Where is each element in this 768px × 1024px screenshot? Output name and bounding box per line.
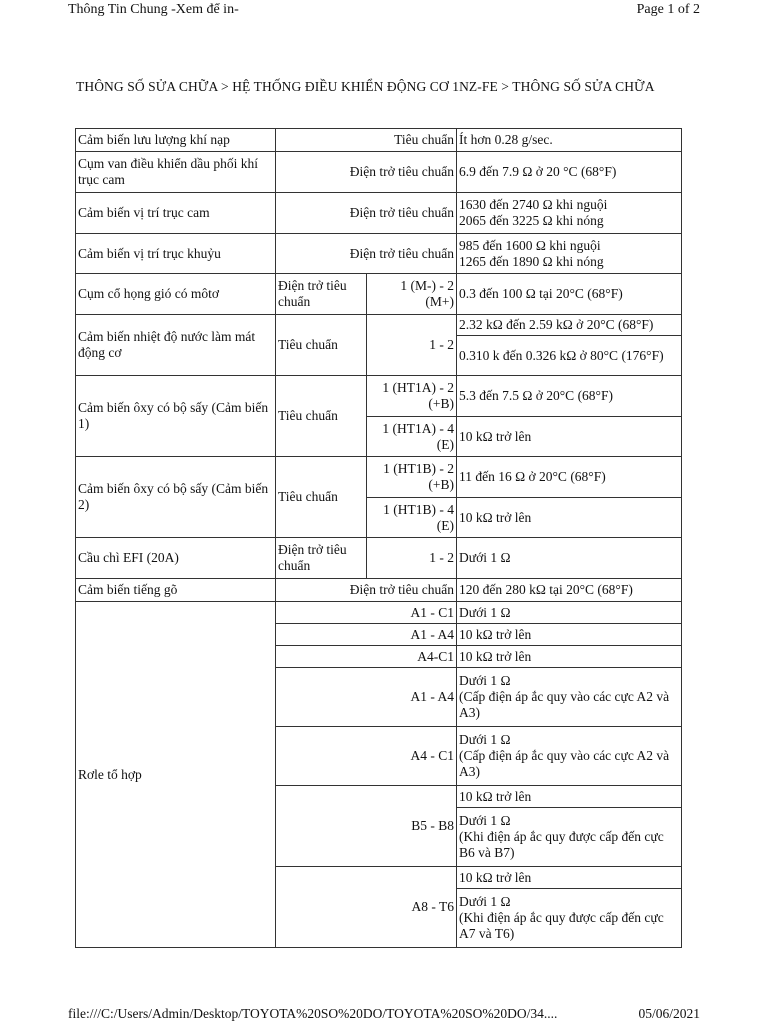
item-cell: Cảm biến lưu lượng khí nạp xyxy=(76,129,276,152)
table-row xyxy=(76,193,682,234)
item-cell: Cảm biến tiếng gõ xyxy=(76,579,276,602)
condition-cell: Tiêu chuẩn xyxy=(276,457,367,538)
value-line: (Cấp điện áp ắc quy vào các cực A2 và A3) xyxy=(459,689,670,720)
item-cell: Cảm biến vị trí trục khuỷu xyxy=(76,234,276,274)
item-cell: Cầu chì EFI (20A) xyxy=(76,538,276,579)
value-cell: 10 kΩ trở lên xyxy=(457,624,682,646)
value-line: Dưới 1 Ω xyxy=(459,732,511,747)
condition-cell: Điện trở tiêu chuẩn xyxy=(276,274,367,315)
value-line: 985 đến 1600 Ω khi nguội xyxy=(459,237,601,253)
terminal-cell: 1 (HT1B) - 4 (E) xyxy=(367,498,457,538)
terminal-cell: A1 - A4 xyxy=(276,624,457,646)
condition-cell: Điện trở tiêu chuẩn xyxy=(276,538,367,579)
page-number: Page 1 of 2 xyxy=(636,2,700,17)
value-cell: 2.32 kΩ đến 2.59 kΩ ở 20°C (68°F) xyxy=(457,315,682,336)
terminal-cell: A4-C1 xyxy=(276,646,457,668)
print-header-title: Thông Tin Chung -Xem để in- xyxy=(68,2,239,17)
terminal-cell: A1 - A4 xyxy=(276,668,457,727)
condition-cell: Điện trở tiêu chuẩn xyxy=(276,193,457,234)
value-cell: Dưới 1 Ω xyxy=(457,602,682,624)
value-cell: Dưới 1 Ω xyxy=(457,538,682,579)
terminal-cell: 1 (HT1B) - 2 (+B) xyxy=(367,457,457,498)
item-cell: Rơle tổ hợp xyxy=(76,602,276,948)
table-row xyxy=(76,129,682,152)
value-cell: 10 kΩ trở lên xyxy=(457,417,682,457)
item-cell: Cụm cổ họng gió có môtơ xyxy=(76,274,276,315)
value-cell: 10 kΩ trở lên xyxy=(457,786,682,808)
table-row xyxy=(76,315,682,336)
value-line: (Khi điện áp ắc quy được cấp đến cực B6 và B7) xyxy=(459,829,664,860)
value-line: 1265 đến 1890 Ω khi nóng xyxy=(459,253,604,269)
terminal-cell: 1 (HT1A) - 2 (+B) xyxy=(367,376,457,417)
repair-spec-table xyxy=(75,128,682,948)
terminal-cell: 1 - 2 xyxy=(367,315,457,376)
table-row xyxy=(76,274,682,315)
terminal-cell: 1 - 2 xyxy=(367,538,457,579)
table-row xyxy=(76,579,682,602)
breadcrumb: THÔNG SỐ SỬA CHỮA > HỆ THỐNG ĐIỀU KHIỂN ĐỘNG CƠ 1NZ-FE > THÔNG SỐ SỬA CHỮA xyxy=(76,79,655,94)
value-cell: 120 đến 280 kΩ tại 20°C (68°F) xyxy=(457,579,682,602)
table-row xyxy=(76,538,682,579)
item-cell: Cảm biến ôxy có bộ sấy (Cảm biến 2) xyxy=(76,457,276,538)
condition-cell: Tiêu chuẩn xyxy=(276,315,367,376)
value-cell xyxy=(457,234,682,274)
print-date: 05/06/2021 xyxy=(638,1006,700,1021)
value-cell: 10 kΩ trở lên xyxy=(457,646,682,668)
condition-cell: Tiêu chuẩn xyxy=(276,129,457,152)
item-cell: Cảm biến ôxy có bộ sấy (Cảm biến 1) xyxy=(76,376,276,457)
file-path: file:///C:/Users/Admin/Desktop/TOYOTA%20SO%20DO/TOYOTA%20SO%20DO/34.... xyxy=(68,1006,558,1021)
value-cell xyxy=(457,889,682,948)
table-row xyxy=(76,602,682,624)
value-line: Dưới 1 Ω xyxy=(459,894,511,909)
item-cell: Cảm biến vị trí trục cam xyxy=(76,193,276,234)
condition-cell: Tiêu chuẩn xyxy=(276,376,367,457)
terminal-cell: A1 - C1 xyxy=(276,602,457,624)
condition-cell: Điện trở tiêu chuẩn xyxy=(276,579,457,602)
value-cell xyxy=(457,808,682,867)
table-row xyxy=(76,234,682,274)
value-line: Dưới 1 Ω xyxy=(459,673,511,688)
value-line: (Cấp điện áp ắc quy vào các cực A2 và A3) xyxy=(459,748,670,779)
value-cell: 5.3 đến 7.5 Ω ở 20°C (68°F) xyxy=(457,376,682,417)
item-cell: Cụm van điều khiển dầu phối khí trục cam xyxy=(76,152,276,193)
value-line: 1630 đến 2740 Ω khi nguội xyxy=(459,197,608,212)
item-cell: Cảm biến nhiệt độ nước làm mát động cơ xyxy=(76,315,276,376)
table-row xyxy=(76,152,682,193)
value-line: 2065 đến 3225 Ω khi nóng xyxy=(459,213,604,228)
value-cell: 0.310 k đến 0.326 kΩ ở 80°C (176°F) xyxy=(457,336,682,376)
terminal-cell: 1 (M-) - 2 (M+) xyxy=(367,274,457,315)
value-cell xyxy=(457,668,682,727)
condition-cell: Điện trở tiêu chuẩn xyxy=(276,234,457,274)
value-cell: 0.3 đến 100 Ω tại 20°C (68°F) xyxy=(457,274,682,315)
value-cell: 6.9 đến 7.9 Ω ở 20 °C (68°F) xyxy=(457,152,682,193)
value-cell xyxy=(457,727,682,786)
value-line: Dưới 1 Ω xyxy=(459,813,511,828)
value-cell: Ít hơn 0.28 g/sec. xyxy=(457,129,682,152)
value-cell: 10 kΩ trở lên xyxy=(457,498,682,538)
value-cell xyxy=(457,193,682,234)
terminal-cell: A8 - T6 xyxy=(276,867,457,948)
table-row xyxy=(76,376,682,417)
value-line: (Khi điện áp ắc quy được cấp đến cực A7 và T6) xyxy=(459,910,664,941)
terminal-cell: A4 - C1 xyxy=(276,727,457,786)
terminal-cell: B5 - B8 xyxy=(276,786,457,867)
terminal-cell: 1 (HT1A) - 4 (E) xyxy=(367,417,457,457)
table-row xyxy=(76,457,682,498)
condition-cell: Điện trở tiêu chuẩn xyxy=(276,152,457,193)
value-cell: 11 đến 16 Ω ở 20°C (68°F) xyxy=(457,457,682,498)
value-cell: 10 kΩ trở lên xyxy=(457,867,682,889)
